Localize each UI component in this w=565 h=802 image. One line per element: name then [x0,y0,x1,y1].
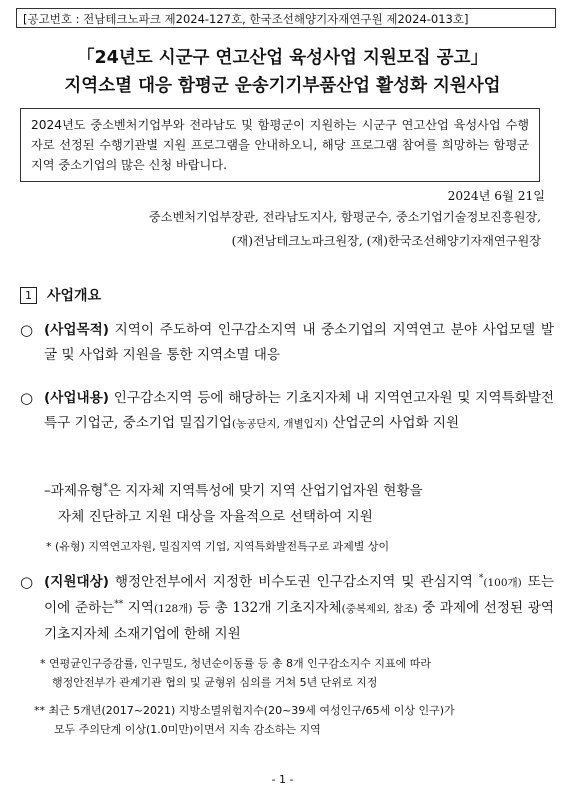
content-text-small: (농공단지, 개별입지) [232,418,329,430]
target-dedup-note: (중복제외, 참조) [341,603,418,615]
target-text-c: 지역 [123,600,155,616]
target-count-2: (128개) [154,603,193,615]
footnote-mark: * [40,657,46,670]
page-subtitle: 지역소멸 대응 함평군 운송기기부품산업 활성화 지원사업 [64,76,501,96]
announcement-number: [공고번호 : 전남테크노파크 제2024-127호, 한국조선해양기자재연구원 제2024-013호] [16,8,556,28]
content-label: (사업내용) [44,390,109,406]
target-text-d: 등 총 132개 기초지자체 [192,600,342,616]
purpose-label: (사업목적) [44,322,109,338]
section-heading [20,285,101,305]
target-footnote-1 [40,654,550,692]
footnote-mark: ** [114,599,124,610]
project-type-text-c: 자체 진단하고 지원 대상을 자율적으로 선택하여 지원 [58,509,373,525]
issuing-organizations-line1: 중소벤처기업부장관, 전라남도지사, 함평군수, 중소기업기술정보진흥원장, [148,210,541,224]
target-footnote-1-line2: 행정안전부가 관계기관 협의 및 균형위 심의를 거쳐 5년 단위로 지정 [52,676,378,689]
page-title: 「24년도 시군구 연고산업 육성사업 지원모집 공고」 [76,48,488,68]
footnote-mark: * [478,573,484,584]
announcement-date: 2024년 6월 21일 [447,189,545,203]
project-type-text-b: 은 지자체 지역특성에 맞기 지역 산업기업자원 현황을 [107,483,423,499]
content-item [20,386,554,437]
purpose-text: 지역이 주도하여 인구감소지역 내 중소기업의 지역연고 분야 사업모델 발굴 및 사업화 지원을 통한 지역소멸 대응 [44,322,554,363]
target-footnote-2 [34,701,544,739]
target-text-a: 행정안전부에서 지정한 비수도권 인구감소지역 및 관심지역 [108,574,473,590]
content-text-a: 인구감소지역 등에 해당하는 기초지자체 내 지역연고자원 및 지역특화발전특구 기업군, 중소기업 밀집기업 [44,390,554,431]
issuing-organizations-line2: (재)전남테크노파크원장, (재)한국조선해양기자재연구원장 [231,234,541,248]
target-footnote-2-line1: 최근 5개년(2017~2021) 지방소멸위험지수(20~39세 여성인구/65세 이상 인구)가 [48,704,455,717]
target-footnote-1-line1: 연평균인구증감률, 인구밀도, 청년순이동률 등 총 8개 인구감소지수 지표에 따라 [49,657,431,670]
footnote-mark: * [103,482,108,493]
circle-bullet-icon: ○ [20,389,34,407]
circle-bullet-icon: ○ [20,321,34,339]
content-text-b: 산업군의 사업화 지원 [328,415,460,431]
circle-bullet-icon: ○ [20,573,34,591]
intro-box: 2024년도 중소벤처기업부와 전라남도 및 함평군이 지원하는 시군구 연고산업 육성사업 수행자로 선정된 수행기관별 지원 프로그램을 안내하오니, 해당 프로그램 참여를 희망하는 함평군 지역 중소기업의 많은 신청 바랍니다. [20,108,540,182]
target-text-e: 중 과제에 선정된 광역기초지자체 소재기업에 한해 지원 [44,600,554,642]
project-type-footnote: * (유형) 지역연고자원, 밀집지역 기업, 지역특화발전특구로 과제별 상이 [46,540,390,553]
target-item [20,570,554,647]
target-count-1: (100개) [483,577,522,589]
project-type-text-a: –과제유형 [44,483,104,499]
target-text-b: 또는 이에 준하는 [44,574,554,616]
target-footnote-2-line2: 모두 주의단계 이상(1.0미만)이면서 지속 감소하는 지역 [54,723,321,736]
purpose-item [20,318,554,368]
project-type-subitem [44,478,552,530]
target-label: (지원대상) [44,574,109,590]
section-title: 사업개요 [47,288,102,304]
page-number: - 1 - [271,773,294,786]
section-number-box: 1 [20,287,37,304]
footnote-mark: ** [34,704,45,717]
